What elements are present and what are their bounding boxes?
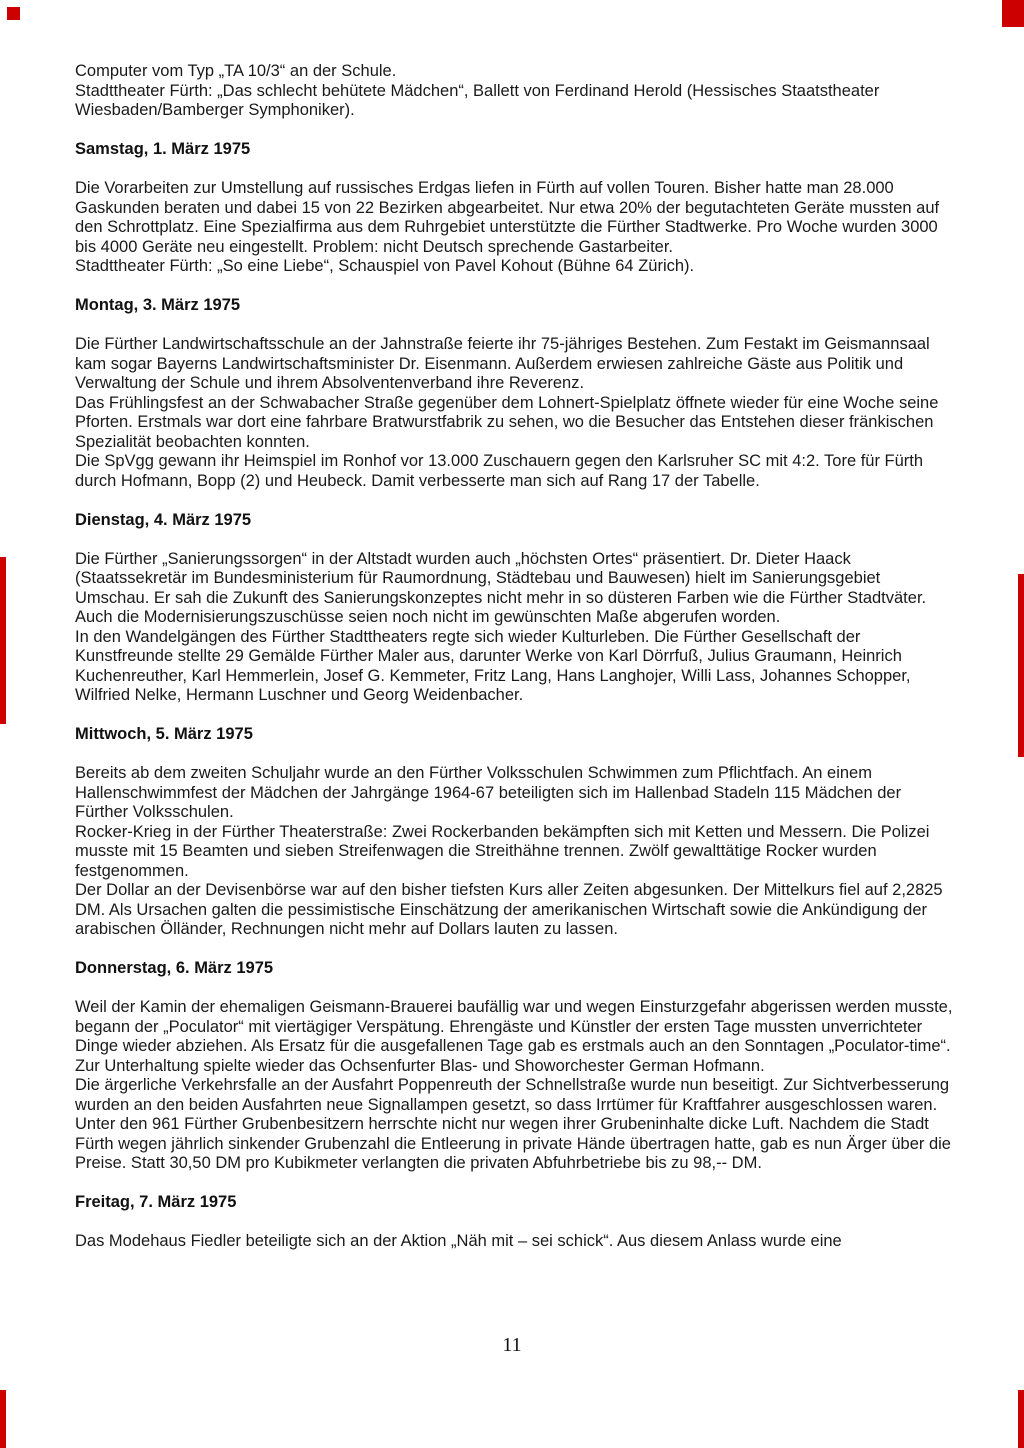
paragraph: In den Wandelgängen des Fürther Stadttheaters regte sich wieder Kulturleben. Die Fürther Gesellschaft der Kunstfreunde stellte 29 Gemälde Fürther Maler aus, darunter Werke von Karl Dörrfuß, Julius Graumann, Heinrich Kuchenreuther, Karl Hemmerlein, Josef G. Kemmeter, Fritz Lang, Hans Langhojer, Willi Lass, Johannes Schopper, Wilfried Nelke, Hermann Luschner und Georg Weidenbacher. — [75, 627, 911, 704]
page-number: 11 — [502, 1334, 522, 1356]
red-scan-edge-mark-bottom-left — [0, 1390, 6, 1448]
intro-paragraph: Computer vom Typ „TA 10/3“ an der Schule. — [75, 62, 397, 80]
paragraph: Rocker-Krieg in der Fürther Theaterstraße: Zwei Rockerbanden bekämpften sich mit Ketten und Messern. Die Polizei musste mit 15 Beamten und sieben Streifenwagen die Streithähne trennen. Zwölf gewalttätige Rocker wurden festgenommen. — [75, 822, 930, 880]
red-scan-edge-mark-right-middle — [1018, 574, 1024, 757]
paragraph: Die ärgerliche Verkehrsfalle an der Ausfahrt Poppenreuth der Schnellstraße wurde nun beseitigt. Zur Sichtverbesserung wurden an den beiden Ausfahrten neue Signallampen gesetzt, so dass Irrtümer für Kraftfahrer ausgeschlossen waren. — [75, 1076, 950, 1114]
section-montag-3-maerz — [75, 296, 956, 491]
red-scan-edge-mark-bottom-right — [1018, 1390, 1024, 1448]
section-heading: Freitag, 7. März 1975 — [75, 1193, 237, 1211]
section-heading: Mittwoch, 5. März 1975 — [75, 725, 253, 743]
intro-paragraph: Stadttheater Fürth: „Das schlecht behütete Mädchen“, Ballett von Ferdinand Herold (Hessisches Staatstheater Wiesbaden/Bamberger Symphoniker). — [75, 81, 880, 119]
section-heading: Samstag, 1. März 1975 — [75, 140, 251, 158]
paragraph: Das Frühlingsfest an der Schwabacher Straße gegenüber dem Lohnert-Spielplatz öffnete wieder für eine Woche seine Pforten. Erstmals war dort eine fahrbare Bratwurstfabrik zu sehen, wo die Besucher das Entstehen dieser fränkischen Spezialität beobachten konnten. — [75, 393, 939, 451]
paragraph: Der Dollar an der Devisenbörse war auf den bisher tiefsten Kurs aller Zeiten abgesunken. Der Mittelkurs fiel auf 2,2825 DM. Als Ursachen galten die pessimistische Einschätzung der amerikanischen Wirtschaft sowie die Ankündigung der arabischen Ölländer, Rechnungen nicht mehr auf Dollars lauten zu lassen. — [75, 881, 943, 938]
red-scan-edge-mark-top-left — [7, 7, 20, 20]
section-samstag-1-maerz — [75, 140, 956, 277]
section-heading: Montag, 3. März 1975 — [75, 296, 241, 314]
paragraph: Stadttheater Fürth: „So eine Liebe“, Schauspiel von Pavel Kohout (Bühne 64 Zürich). — [75, 257, 695, 275]
intro-block — [75, 62, 956, 121]
paragraph: Unter den 961 Fürther Grubenbesitzern herrschte nicht nur wegen ihrer Grubeninhalte dicke Luft. Nachdem die Stadt Fürth wegen jährlich sinkender Grubenzahl die Entleerung in private Hände übertragen hatte, gab es nun Ärger über die Preise. Statt 30,50 DM pro Kubikmeter verlangten die privaten Abfuhrbetriebe bis zu 98,-- DM. — [75, 1115, 951, 1172]
paragraph: Die Fürther Landwirtschaftsschule an der Jahnstraße feierte ihr 75-jähriges Bestehen. Zum Festakt im Geismannsaal kam sogar Bayerns Landwirtschaftsminister Dr. Eisenmann. Außerdem erwiesen zahlreiche Gäste aus Politik und Verwaltung der Schule und ihrem Absolventenverband ihre Reverenz. — [75, 335, 930, 392]
section-heading: Donnerstag, 6. März 1975 — [75, 959, 274, 977]
section-mittwoch-5-maerz — [75, 725, 956, 940]
paragraph: Das Modehaus Fiedler beteiligte sich an der Aktion „Näh mit – sei schick“. Aus diesem Anlass wurde eine — [75, 1232, 842, 1250]
section-heading: Dienstag, 4. März 1975 — [75, 510, 252, 529]
red-scan-edge-mark-left-middle — [0, 557, 6, 724]
paragraph: Die SpVgg gewann ihr Heimspiel im Ronhof vor 13.000 Zuschauern gegen den Karlsruher SC mit 4:2. Tore für Fürth durch Hofmann, Bopp (2) und Heubeck. Damit verbesserte man sich auf Rang 17 der Tabelle. — [75, 452, 924, 490]
section-freitag-7-maerz — [75, 1193, 956, 1252]
section-dienstag-4-maerz — [75, 511, 956, 706]
paragraph: Weil der Kamin der ehemaligen Geismann-Brauerei baufällig war und wegen Einsturzgefahr abgerissen werden musste, begann der „Poculator“ mit viertägiger Verspätung. Ehrengäste und Künstler der ersten Tage mussten unverrichteter Dinge wieder abziehen. Als Ersatz für die ausgefallenen Tage gab es erstmals auch an den Sonntagen „Poculator-time“. Zur Unterhaltung spielte wieder das Ochsenfurter Blas- und Showorchester German Hofmann. — [75, 998, 953, 1075]
red-scan-edge-mark-top-right — [1002, 0, 1024, 27]
paragraph: Die Fürther „Sanierungssorgen“ in der Altstadt wurden auch „höchsten Ortes“ präsentiert. Dr. Dieter Haack (Staatssekretär im Bundesministerium für Raumordnung, Städtebau und Bauwesen) hielt im Sanierungsgebiet Umschau. Er sah die Zukunft des Sanierungskonzeptes nicht mehr in so düsteren Farben wie die Fürther Stadtväter. Auch die Modernisierungszuschüsse seien noch nicht im gewünschten Maße abgerufen worden. — [75, 549, 927, 626]
paragraph: Die Vorarbeiten zur Umstellung auf russisches Erdgas liefen in Fürth auf vollen Touren. Bisher hatte man 28.000 Gaskunden beraten und dabei 15 von 22 Bezirken abgearbeitet. Nur etwa 20% der begutachteten Geräte mussten auf den Schrottplatz. Eine Spezialfirma aus dem Ruhrgebiet unterstützte die Fürther Stadtwerke. Pro Woche wurden 3000 bis 4000 Geräte neu eingestellt. Problem: nicht Deutsch sprechende Gastarbeiter. — [75, 179, 940, 256]
paragraph: Bereits ab dem zweiten Schuljahr wurde an den Fürther Volksschulen Schwimmen zum Pflichtfach. An einem Hallenschwimmfest der Mädchen der Jahrgänge 1964-67 beteiligten sich im Hallenbad Stadeln 115 Mädchen der Fürther Volksschulen. — [75, 764, 902, 821]
section-donnerstag-6-maerz — [75, 959, 956, 1174]
document-content — [75, 62, 956, 1252]
